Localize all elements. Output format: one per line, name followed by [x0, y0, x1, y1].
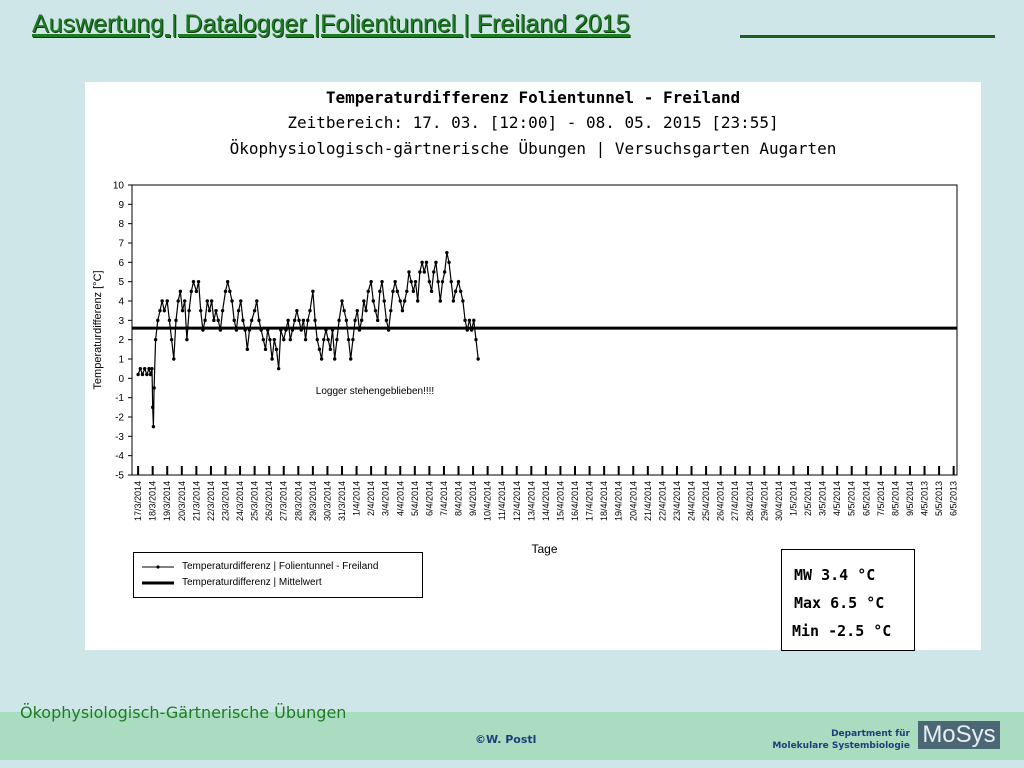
data-point — [224, 290, 227, 293]
data-point — [457, 280, 460, 283]
x-tick-label: 4/4/2014 — [395, 481, 406, 517]
data-point — [300, 328, 303, 331]
data-point — [219, 328, 222, 331]
data-point — [378, 290, 381, 293]
data-point — [197, 280, 200, 283]
chart-panel — [85, 82, 981, 650]
x-tick-label: 19/3/2014 — [162, 481, 173, 522]
stat-min: Min -2.5 °C — [792, 622, 892, 640]
x-tick-label: 26/3/2014 — [264, 481, 275, 522]
data-point — [441, 280, 444, 283]
series-line — [138, 253, 478, 427]
data-point — [308, 309, 311, 312]
data-point — [322, 338, 325, 341]
data-point — [203, 319, 206, 322]
x-tick-label: 24/3/2014 — [235, 481, 246, 522]
data-point — [436, 280, 439, 283]
data-point — [147, 367, 150, 370]
x-tick-label: 18/4/2014 — [599, 481, 610, 522]
data-point — [226, 280, 229, 283]
data-point — [257, 319, 260, 322]
data-point — [235, 328, 238, 331]
plot-frame — [132, 185, 957, 475]
data-point — [262, 338, 265, 341]
y-tick-label: -5 — [115, 470, 124, 482]
data-point — [156, 319, 159, 322]
data-point — [179, 290, 182, 293]
data-point — [342, 309, 345, 312]
x-tick-label: 26/4/2014 — [715, 481, 726, 522]
data-point — [439, 299, 442, 302]
data-point — [286, 319, 289, 322]
data-point — [372, 299, 375, 302]
data-point — [414, 280, 417, 283]
x-tick-label: 9/5/2014 — [904, 481, 915, 517]
x-tick-label: 28/3/2014 — [293, 481, 304, 522]
data-point — [145, 373, 148, 376]
legend-marker-series — [142, 561, 174, 575]
data-point — [273, 338, 276, 341]
data-point — [253, 309, 256, 312]
x-tick-label: 27/3/2014 — [278, 481, 289, 522]
data-point — [282, 338, 285, 341]
data-point — [241, 319, 244, 322]
data-point — [302, 319, 305, 322]
data-point — [221, 309, 224, 312]
legend-label-series: Temperaturdifferenz | Folientunnel - Freiland — [182, 561, 379, 572]
y-tick-label: -1 — [115, 393, 124, 405]
data-point — [284, 328, 287, 331]
data-point — [331, 328, 334, 331]
x-tick-label: 10/4/2014 — [482, 481, 493, 522]
data-point — [383, 299, 386, 302]
x-tick-label: 3/5/2014 — [817, 481, 828, 517]
y-tick-label: 0 — [118, 373, 124, 385]
data-point — [324, 328, 327, 331]
data-point — [233, 319, 236, 322]
data-point — [208, 309, 211, 312]
data-point — [166, 299, 169, 302]
data-point — [170, 338, 173, 341]
data-point — [246, 348, 249, 351]
data-point — [360, 319, 363, 322]
x-tick-label: 18/3/2014 — [147, 481, 158, 522]
data-point — [376, 319, 379, 322]
x-tick-label: 31/3/2014 — [337, 481, 347, 522]
x-tick-label: 23/3/2014 — [220, 481, 231, 522]
x-tick-label: 6/4/2014 — [424, 481, 435, 517]
data-point — [266, 328, 269, 331]
x-tick-label: 30/3/2014 — [322, 481, 333, 522]
data-point — [347, 338, 350, 341]
y-tick-label: 4 — [118, 296, 124, 308]
data-point — [237, 309, 240, 312]
title-underline-rule — [740, 35, 995, 38]
x-tick-label: 19/4/2014 — [613, 481, 624, 522]
stat-mean: MW 3.4 °C — [794, 566, 876, 584]
chart-legend — [133, 552, 423, 598]
data-point — [326, 338, 329, 341]
x-tick-label: 8/4/2014 — [453, 481, 464, 517]
data-point — [141, 373, 144, 376]
data-point — [450, 280, 453, 283]
data-point — [353, 319, 356, 322]
footer-course-name: Ökophysiologisch-Gärtnerische Übungen — [20, 703, 347, 722]
data-point — [289, 338, 292, 341]
data-point — [152, 386, 155, 389]
data-point — [380, 280, 383, 283]
x-tick-label: 2/4/2014 — [366, 481, 377, 517]
data-point — [409, 280, 412, 283]
data-point — [152, 425, 155, 428]
department-line-2: Molekulare Systembiologie — [772, 741, 910, 751]
data-point — [389, 309, 392, 312]
stats-box — [781, 549, 915, 651]
y-tick-label: 10 — [112, 180, 124, 192]
data-point — [461, 299, 464, 302]
data-point — [304, 338, 307, 341]
x-tick-label: 29/4/2014 — [759, 481, 770, 522]
data-point — [136, 373, 139, 376]
data-point — [428, 280, 431, 283]
data-point — [447, 261, 450, 264]
x-tick-label: 7/5/2014 — [875, 481, 886, 517]
data-point — [367, 290, 370, 293]
data-point — [264, 348, 267, 351]
data-point — [158, 309, 161, 312]
data-point — [277, 367, 280, 370]
data-point — [279, 328, 282, 331]
data-point — [472, 319, 475, 322]
data-point — [149, 373, 152, 376]
y-tick-label: 1 — [118, 354, 124, 366]
data-point — [452, 299, 455, 302]
data-point — [470, 328, 473, 331]
x-tick-label: 17/4/2014 — [584, 481, 595, 522]
legend-label-mean: Temperaturdifferenz | Mittelwert — [182, 577, 322, 588]
data-point — [463, 319, 466, 322]
x-tick-label: 6/5/2013 — [948, 481, 959, 517]
data-point — [432, 270, 435, 273]
data-point — [295, 309, 298, 312]
department-label — [760, 728, 910, 752]
data-point — [393, 280, 396, 283]
data-point — [143, 367, 146, 370]
data-point — [405, 290, 408, 293]
data-point — [311, 290, 314, 293]
y-tick-label: 9 — [118, 199, 124, 211]
x-tick-label: 29/3/2014 — [307, 481, 318, 522]
data-point — [313, 319, 316, 322]
data-point — [374, 309, 377, 312]
x-tick-label: 6/5/2014 — [861, 481, 872, 517]
x-tick-label: 7/4/2014 — [438, 481, 449, 517]
x-tick-label: 15/4/2014 — [555, 481, 566, 522]
x-axis-label: Tage — [531, 542, 558, 556]
x-tick-label: 16/4/2014 — [570, 481, 581, 522]
data-point — [293, 319, 296, 322]
department-line-1: Department für — [831, 729, 910, 739]
data-point — [351, 338, 354, 341]
stat-max: Max 6.5 °C — [794, 594, 885, 612]
x-tick-label: 5/5/2013 — [934, 481, 945, 517]
x-tick-label: 30/4/2014 — [773, 481, 784, 522]
x-tick-label: 8/5/2014 — [890, 481, 901, 517]
x-tick-label: 17/3/2014 — [133, 481, 144, 522]
y-tick-label: 7 — [118, 238, 124, 250]
x-tick-label: 14/4/2014 — [540, 481, 551, 522]
data-point — [423, 270, 426, 273]
data-point — [345, 319, 348, 322]
data-point — [459, 290, 462, 293]
data-point — [185, 338, 188, 341]
data-point — [201, 328, 204, 331]
data-point — [476, 357, 479, 360]
data-point — [349, 357, 352, 360]
data-point — [329, 348, 332, 351]
x-tick-label: 21/3/2014 — [191, 481, 202, 522]
x-tick-label: 28/4/2014 — [744, 481, 755, 522]
slide-title: Auswertung | Datalogger |Folientunnel | Freiland 2015 — [32, 10, 630, 38]
data-point — [154, 338, 157, 341]
data-point — [214, 309, 217, 312]
data-point — [430, 290, 433, 293]
data-point — [335, 338, 338, 341]
x-tick-label: 20/4/2014 — [628, 481, 639, 522]
data-point — [337, 319, 340, 322]
data-point — [468, 319, 471, 322]
y-tick-label: 2 — [118, 335, 124, 347]
y-tick-label: 3 — [118, 315, 124, 327]
data-point — [181, 309, 184, 312]
chart-annotation: Logger stehengeblieben!!!! — [315, 385, 435, 397]
data-point — [230, 299, 233, 302]
data-point — [228, 290, 231, 293]
data-point — [318, 348, 321, 351]
y-tick-label: 8 — [118, 219, 124, 231]
data-point — [168, 319, 171, 322]
data-point — [248, 328, 251, 331]
data-point — [206, 299, 209, 302]
data-point — [243, 328, 246, 331]
data-point — [190, 290, 193, 293]
chart-subtitle-2: Ökophysiologisch-gärtnerische Übungen | Versuchsgarten Augarten — [229, 139, 837, 158]
x-tick-label: 2/5/2014 — [803, 481, 814, 517]
data-point — [454, 290, 457, 293]
data-point — [250, 319, 253, 322]
data-point — [412, 290, 415, 293]
mosys-logo: MoSys — [918, 721, 1000, 749]
data-point — [362, 299, 365, 302]
data-point — [270, 357, 273, 360]
x-tick-label: 3/4/2014 — [380, 481, 391, 517]
x-tick-label: 4/5/2014 — [832, 481, 843, 517]
y-tick-label: -2 — [115, 412, 124, 424]
data-point — [358, 328, 361, 331]
x-tick-label: 21/4/2014 — [642, 481, 653, 522]
data-point — [160, 299, 163, 302]
data-point — [320, 357, 323, 360]
data-point — [445, 251, 448, 254]
data-point — [275, 348, 278, 351]
x-tick-label: 23/4/2014 — [671, 481, 682, 522]
data-point — [420, 261, 423, 264]
legend-item-mean — [142, 577, 420, 591]
data-point — [195, 290, 198, 293]
x-tick-label: 1/4/2014 — [351, 481, 362, 517]
x-tick-label: 5/5/2014 — [846, 481, 857, 517]
data-point — [403, 299, 406, 302]
data-point — [466, 328, 469, 331]
x-tick-label: 20/3/2014 — [176, 481, 187, 522]
data-point — [401, 309, 404, 312]
y-tick-label: -4 — [115, 451, 124, 463]
data-point — [387, 328, 390, 331]
data-point — [151, 406, 154, 409]
chart-subtitle: Zeitbereich: 17. 03. [12:00] - 08. 05. 2015 [23:55] — [287, 113, 779, 132]
x-tick-label: 22/4/2014 — [657, 481, 668, 522]
x-tick-label: 22/3/2014 — [205, 481, 216, 522]
x-tick-label: 27/4/2014 — [730, 481, 741, 522]
data-point — [150, 367, 153, 370]
data-point — [210, 299, 213, 302]
data-point — [217, 319, 220, 322]
data-point — [139, 367, 142, 370]
x-tick-label: 12/4/2014 — [511, 481, 522, 522]
y-tick-label: 5 — [118, 277, 124, 289]
data-point — [163, 309, 166, 312]
x-tick-label: 25/4/2014 — [701, 481, 712, 522]
data-point — [316, 338, 319, 341]
data-point — [306, 319, 309, 322]
x-tick-label: 13/4/2014 — [526, 481, 537, 522]
x-tick-label: 24/4/2014 — [686, 481, 697, 522]
y-axis-label: Temperaturdifferenz [°C] — [92, 270, 104, 390]
x-tick-label: 4/5/2013 — [919, 481, 930, 517]
data-point — [176, 299, 179, 302]
chart-title: Temperaturdifferenz Folientunnel - Freiland — [325, 88, 741, 107]
x-tick-label: 5/4/2014 — [409, 481, 420, 517]
data-point — [174, 319, 177, 322]
data-point — [199, 309, 202, 312]
data-point — [212, 319, 215, 322]
data-point — [187, 309, 190, 312]
data-point — [192, 280, 195, 283]
data-point — [239, 299, 242, 302]
data-point — [255, 299, 258, 302]
data-point — [399, 299, 402, 302]
data-point — [172, 357, 175, 360]
data-point — [333, 357, 336, 360]
data-point — [356, 309, 359, 312]
x-tick-label: 25/3/2014 — [249, 481, 260, 522]
data-point — [259, 328, 262, 331]
footer-copyright: ©W. Postl — [475, 733, 537, 746]
data-point — [291, 328, 294, 331]
data-point — [474, 338, 477, 341]
data-point — [425, 261, 428, 264]
data-point — [407, 270, 410, 273]
data-point — [418, 270, 421, 273]
data-point — [385, 319, 388, 322]
data-point — [369, 280, 372, 283]
data-point — [416, 299, 419, 302]
data-point — [396, 290, 399, 293]
legend-marker-mean — [142, 577, 174, 591]
x-tick-label: 9/4/2014 — [468, 481, 479, 517]
data-point — [434, 261, 437, 264]
data-point — [340, 299, 343, 302]
data-point — [391, 290, 394, 293]
data-point — [297, 319, 300, 322]
x-tick-label: 11/4/2014 — [497, 481, 508, 521]
data-point — [183, 299, 186, 302]
y-tick-label: 6 — [118, 257, 124, 269]
data-point — [443, 270, 446, 273]
y-tick-label: -3 — [115, 431, 124, 443]
data-point — [268, 338, 271, 341]
x-tick-label: 1/5/2014 — [788, 481, 799, 517]
legend-item-series — [142, 561, 420, 575]
data-point — [364, 309, 367, 312]
